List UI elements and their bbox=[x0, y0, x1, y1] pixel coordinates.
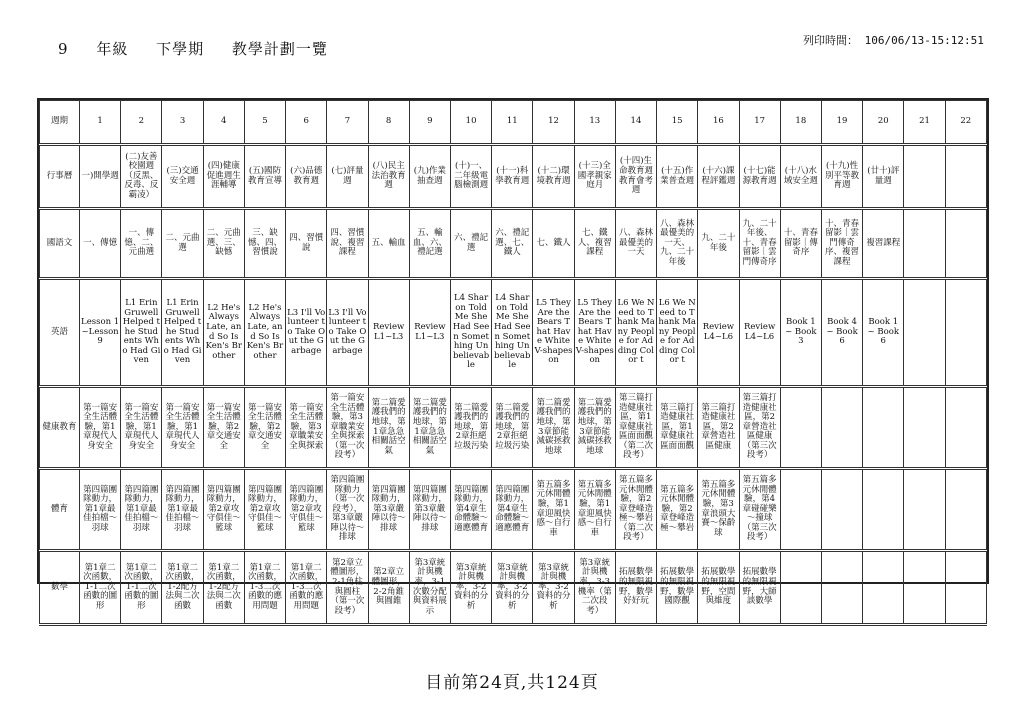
plan-cell: 第五篇多元休閒體驗，第4章碰碰樂～撞球（第三次段考） bbox=[739, 469, 780, 551]
plan-cell: (六)品德教育週 bbox=[286, 145, 327, 209]
plan-cell bbox=[904, 469, 945, 551]
plan-cell: 第一篇安全生活體驗，第1章現代人身安全 bbox=[121, 387, 162, 469]
plan-cell: 第三篇打造健康社區，第1章健康社區面面觀 bbox=[657, 387, 698, 469]
plan-cell bbox=[780, 469, 821, 551]
plan-cell: Book 4 ~ Book 6 bbox=[821, 279, 862, 387]
plan-cell: 拓展數學的無限視野，空間與維度 bbox=[698, 551, 739, 625]
plan-cell: 第三篇打造健康社區，第2章營造社區健康（第三次段考） bbox=[739, 387, 780, 469]
plan-cell: 第四篇團隊動力，第4章生命體驗～適應體育 bbox=[450, 469, 491, 551]
plan-cell: 第四篇團隊動力，第1章最佳拍檔～羽球 bbox=[121, 469, 162, 551]
plan-cell: 第一篇安全生活體驗，第1章現代人身安全 bbox=[162, 387, 203, 469]
subject-row-events bbox=[40, 145, 987, 209]
plan-cell: 第二篇愛護我們的地球，第2章拒絕垃圾污染 bbox=[492, 387, 533, 469]
title-label: 教學計劃一覽 bbox=[231, 40, 328, 58]
plan-cell: 第五篇多元休閒體驗，第2章登峰造極～攀岩 bbox=[657, 469, 698, 551]
plan-cell bbox=[863, 551, 904, 625]
plan-cell: 第3章統計與機率，3-2資料的分析 bbox=[533, 551, 574, 625]
plan-cell: 八、森林最優美的一天 bbox=[615, 209, 656, 279]
subject-row-health bbox=[40, 387, 987, 469]
plan-cell bbox=[945, 279, 986, 387]
plan-cell: 第三篇打造健康社區，第2章營造社區健康 bbox=[698, 387, 739, 469]
print-time-value: 106/06/13-15:12:51 bbox=[864, 34, 984, 47]
plan-cell bbox=[780, 387, 821, 469]
week-number: 8 bbox=[368, 101, 409, 145]
plan-cell: 四、習慣說、複習課程 bbox=[327, 209, 368, 279]
plan-cell: 七、鐵人、複習課程 bbox=[574, 209, 615, 279]
week-number: 17 bbox=[739, 101, 780, 145]
plan-cell: 九、二十年後 bbox=[698, 209, 739, 279]
plan-cell: Review L4~L6 bbox=[698, 279, 739, 387]
plan-cell: 第3章統計與機率，3-1次數分配與資料展示 bbox=[409, 551, 450, 625]
plan-cell: 八、森林最優美的一天、九、二十年後 bbox=[657, 209, 698, 279]
week-number: 12 bbox=[533, 101, 574, 145]
week-number: 2 bbox=[121, 101, 162, 145]
subject-row-english bbox=[40, 279, 987, 387]
plan-cell: 第二篇愛護我們的地球，第1章急急相關話空氣 bbox=[409, 387, 450, 469]
plan-cell: 第一篇安全生活體驗，第2章交通安全 bbox=[244, 387, 285, 469]
plan-cell: 第一篇安全生活體驗，第3章職業安全與探索 bbox=[286, 387, 327, 469]
plan-cell: L2 He's Always Late, and So Is Ken's Brother bbox=[203, 279, 244, 387]
week-number: 7 bbox=[327, 101, 368, 145]
plan-cell bbox=[821, 469, 862, 551]
plan-cell bbox=[904, 551, 945, 625]
page-title bbox=[58, 38, 350, 59]
plan-cell bbox=[945, 387, 986, 469]
plan-cell bbox=[904, 387, 945, 469]
plan-cell: L3 I'll Volunteer to Take Out the Garbage bbox=[327, 279, 368, 387]
plan-cell: 第四篇團隊動力，第1章最佳拍檔～羽球 bbox=[162, 469, 203, 551]
plan-cell: 第四篇團隊動力（第一次段考），第3章嚴陣以待～排球 bbox=[327, 469, 368, 551]
grade-label: 年級 bbox=[96, 40, 129, 58]
plan-cell: L3 I'll Volunteer to Take Out the Garbage bbox=[286, 279, 327, 387]
plan-cell: L5 They Are the Bears That Have White V-shapes on bbox=[533, 279, 574, 387]
plan-cell: 第五篇多元休閒體驗，第1章迎風快感～自行車 bbox=[533, 469, 574, 551]
plan-cell: 第1章二次函數，1-2配方法與二次函數 bbox=[203, 551, 244, 625]
plan-cell: Book 1 ~ Book 6 bbox=[863, 279, 904, 387]
plan-cell: L4 Sharon Told Me She Had Seen Something Unbelievable bbox=[492, 279, 533, 387]
plan-cell: 第2章立體圖形，2-2角錐與圓錐 bbox=[368, 551, 409, 625]
print-time bbox=[803, 32, 984, 48]
plan-cell: 第四篇團隊動力，第2章攻守俱佳～籃球 bbox=[203, 469, 244, 551]
plan-cell: 第四篇團隊動力，第2章攻守俱佳～籃球 bbox=[286, 469, 327, 551]
plan-cell: (十三)全國孝親家庭月 bbox=[574, 145, 615, 209]
week-number: 11 bbox=[492, 101, 533, 145]
plan-cell: 第3章統計與機率，3-2資料的分析 bbox=[492, 551, 533, 625]
plan-cell: 六、禮記選、七、鐵人 bbox=[492, 209, 533, 279]
plan-cell: 第3章統計與機率，3-3機率（第二次段考） bbox=[574, 551, 615, 625]
week-number: 10 bbox=[450, 101, 491, 145]
plan-cell: 第3章統計與機率，3-2資料的分析 bbox=[450, 551, 491, 625]
plan-cell: (八)民主法治教育週 bbox=[368, 145, 409, 209]
plan-cell bbox=[945, 209, 986, 279]
week-number: 9 bbox=[409, 101, 450, 145]
week-number: 1 bbox=[80, 101, 121, 145]
plan-cell: L6 We Need to Thank Many People for Adding Color t bbox=[657, 279, 698, 387]
plan-cell: 第二篇愛護我們的地球，第3章節能減碳拯救地球 bbox=[533, 387, 574, 469]
plan-cell: 第五篇多元休閒體驗，第3章浪頭大賽～保齡球 bbox=[698, 469, 739, 551]
plan-cell: 第1章二次函數，1-3二次函數的應用問題 bbox=[244, 551, 285, 625]
week-header-row bbox=[40, 101, 987, 145]
plan-cell: 第五篇多元休閒體驗，第2章登峰造極～攀岩（第二次段考） bbox=[615, 469, 656, 551]
plan-cell: 一、傳憶 bbox=[80, 209, 121, 279]
row-label-math: 數學 bbox=[40, 551, 80, 625]
plan-cell: 五、輸血、六、禮記選 bbox=[409, 209, 450, 279]
plan-cell: 一、傳憶、二、元曲選 bbox=[121, 209, 162, 279]
plan-cell: 三、缺憾、四、習慣說 bbox=[244, 209, 285, 279]
row-label-weeks: 週期 bbox=[40, 101, 80, 145]
week-number: 22 bbox=[945, 101, 986, 145]
plan-cell: (七)評量週 bbox=[327, 145, 368, 209]
plan-cell: 第1章二次函數，1-1二次函數的圖形 bbox=[80, 551, 121, 625]
week-number: 16 bbox=[698, 101, 739, 145]
plan-cell: L2 He's Always Late, and So Is Ken's Brother bbox=[244, 279, 285, 387]
plan-cell: (五)國防教育宣導 bbox=[244, 145, 285, 209]
week-number: 4 bbox=[203, 101, 244, 145]
week-number: 13 bbox=[574, 101, 615, 145]
plan-cell: Review L1~L3 bbox=[409, 279, 450, 387]
plan-cell: 第三篇打造健康社區，第1章健康社區面面觀（第二次段考） bbox=[615, 387, 656, 469]
row-label-english: 英語 bbox=[40, 279, 80, 387]
plan-cell: 拓展數學的無限視野，數學好好玩 bbox=[615, 551, 656, 625]
plan-cell: (十七)能源教育週 bbox=[739, 145, 780, 209]
plan-cell: 一)開學週 bbox=[80, 145, 121, 209]
plan-cell: (廿十)評量週 bbox=[863, 145, 904, 209]
plan-cell: (十五)作業普查週 bbox=[657, 145, 698, 209]
plan-cell: Lesson 1 ~Lesson 9 bbox=[80, 279, 121, 387]
week-number: 18 bbox=[780, 101, 821, 145]
plan-cell: 複習課程 bbox=[863, 209, 904, 279]
plan-cell: (二)友善校園週（反黑、反毒、反霸凌） bbox=[121, 145, 162, 209]
semester-label: 下學期 bbox=[156, 40, 205, 58]
plan-cell bbox=[945, 551, 986, 625]
plan-cell: 第五篇多元休閒體驗，第1章迎風快感～自行車 bbox=[574, 469, 615, 551]
plan-cell: 四、習慣說 bbox=[286, 209, 327, 279]
plan-cell: (十一)科學教育週 bbox=[492, 145, 533, 209]
page-info: 目前第24頁,共124頁 bbox=[425, 673, 599, 693]
plan-cell: 第一篇安全生活體驗，第2章交通安全 bbox=[203, 387, 244, 469]
row-label-events: 行事曆 bbox=[40, 145, 80, 209]
plan-cell bbox=[863, 387, 904, 469]
plan-cell: 十、青春留影｜傳奇序 bbox=[780, 209, 821, 279]
plan-cell: 第1章二次函數，1-1二次函數的圖形 bbox=[121, 551, 162, 625]
week-number: 6 bbox=[286, 101, 327, 145]
plan-cell: 六、禮記選 bbox=[450, 209, 491, 279]
plan-cell bbox=[945, 145, 986, 209]
plan-cell bbox=[904, 279, 945, 387]
print-time-label: 列印時間： bbox=[803, 34, 858, 47]
plan-cell: (十六)課程評鑑週 bbox=[698, 145, 739, 209]
plan-cell bbox=[821, 551, 862, 625]
week-number: 14 bbox=[615, 101, 656, 145]
plan-cell: Book 1 ~ Book 3 bbox=[780, 279, 821, 387]
plan-cell: 第四篇團隊動力，第1章最佳拍檔～羽球 bbox=[80, 469, 121, 551]
plan-cell: L1 Erin Gruwell Helped the Students Who Had Given bbox=[121, 279, 162, 387]
row-label-health: 健康教育 bbox=[40, 387, 80, 469]
plan-cell bbox=[780, 551, 821, 625]
plan-cell: 七、鐵人 bbox=[533, 209, 574, 279]
plan-cell: (十)一、二年級電腦檢測週 bbox=[450, 145, 491, 209]
plan-cell: 第2章立體圖形，2-1角柱與圓柱（第一次段考） bbox=[327, 551, 368, 625]
plan-cell: 二、元曲選、三、缺憾 bbox=[203, 209, 244, 279]
plan-cell: (十八)水域安全週 bbox=[780, 145, 821, 209]
plan-cell: 第一篇安全生活體驗，第1章現代人身安全 bbox=[80, 387, 121, 469]
plan-cell bbox=[821, 387, 862, 469]
plan-cell: 第二篇愛護我們的地球，第2章拒絕垃圾污染 bbox=[450, 387, 491, 469]
week-number: 20 bbox=[863, 101, 904, 145]
plan-cell bbox=[904, 145, 945, 209]
week-number: 5 bbox=[244, 101, 285, 145]
plan-cell: (十二)環境教育週 bbox=[533, 145, 574, 209]
plan-cell: (十四)生命教育週教育會考週 bbox=[615, 145, 656, 209]
subject-row-chinese bbox=[40, 209, 987, 279]
row-label-chinese: 國語文 bbox=[40, 209, 80, 279]
teaching-plan-table bbox=[37, 98, 989, 616]
plan-cell: 第一篇安全生活體驗，第3章職業安全與探索（第一次段考） bbox=[327, 387, 368, 469]
plan-cell: L4 Sharon Told Me She Had Seen Something Unbelievable bbox=[450, 279, 491, 387]
plan-cell: 拓展數學的無限視野，數學國際觀 bbox=[657, 551, 698, 625]
plan-cell: 第四篇團隊動力，第3章嚴陣以待～排球 bbox=[368, 469, 409, 551]
plan-cell bbox=[863, 469, 904, 551]
plan-cell: (三)交通安全週 bbox=[162, 145, 203, 209]
plan-cell: 第四篇團隊動力，第4章生命體驗～適應體育 bbox=[492, 469, 533, 551]
plan-cell: 二、元曲選 bbox=[162, 209, 203, 279]
plan-cell: L6 We Need to Thank Many People for Adding Color t bbox=[615, 279, 656, 387]
plan-cell: 第1章二次函數，1-2配方法與二次函數 bbox=[162, 551, 203, 625]
plan-cell: Review L4~L6 bbox=[739, 279, 780, 387]
plan-cell: (十九)性別平等教育週 bbox=[821, 145, 862, 209]
plan-cell: 第二篇愛護我們的地球，第3章節能減碳拯救地球 bbox=[574, 387, 615, 469]
plan-cell: (九)作業抽查週 bbox=[409, 145, 450, 209]
plan-cell: 第二篇愛護我們的地球，第1章急急相關話空氣 bbox=[368, 387, 409, 469]
plan-cell: 九、二十年後、十、青春留影｜雲門傳奇序 bbox=[739, 209, 780, 279]
week-number: 19 bbox=[821, 101, 862, 145]
week-number: 21 bbox=[904, 101, 945, 145]
subject-row-pe bbox=[40, 469, 987, 551]
grade-number: 9 bbox=[58, 40, 69, 58]
plan-cell: 第1章二次函數，1-3二次函數的應用問題 bbox=[286, 551, 327, 625]
plan-cell: L5 They Are the Bears That Have White V-shapes on bbox=[574, 279, 615, 387]
plan-cell bbox=[945, 469, 986, 551]
row-label-pe: 體育 bbox=[40, 469, 80, 551]
plan-cell: (四)健康促進週生涯輔導 bbox=[203, 145, 244, 209]
week-number: 3 bbox=[162, 101, 203, 145]
plan-cell: 第四篇團隊動力，第2章攻守俱佳～籃球 bbox=[244, 469, 285, 551]
plan-cell: 拓展數學的無限視野，大師談數學 bbox=[739, 551, 780, 625]
plan-cell: Review L1~L3 bbox=[368, 279, 409, 387]
plan-cell: 五、輸血 bbox=[368, 209, 409, 279]
plan-cell: L1 Erin Gruwell Helped the Students Who Had Given bbox=[162, 279, 203, 387]
subject-row-math bbox=[40, 551, 987, 625]
plan-cell: 第四篇團隊動力，第3章嚴陣以待～排球 bbox=[409, 469, 450, 551]
plan-cell: 十、青春留影｜雲門傳奇序、複習課程 bbox=[821, 209, 862, 279]
week-number: 15 bbox=[657, 101, 698, 145]
plan-cell bbox=[904, 209, 945, 279]
